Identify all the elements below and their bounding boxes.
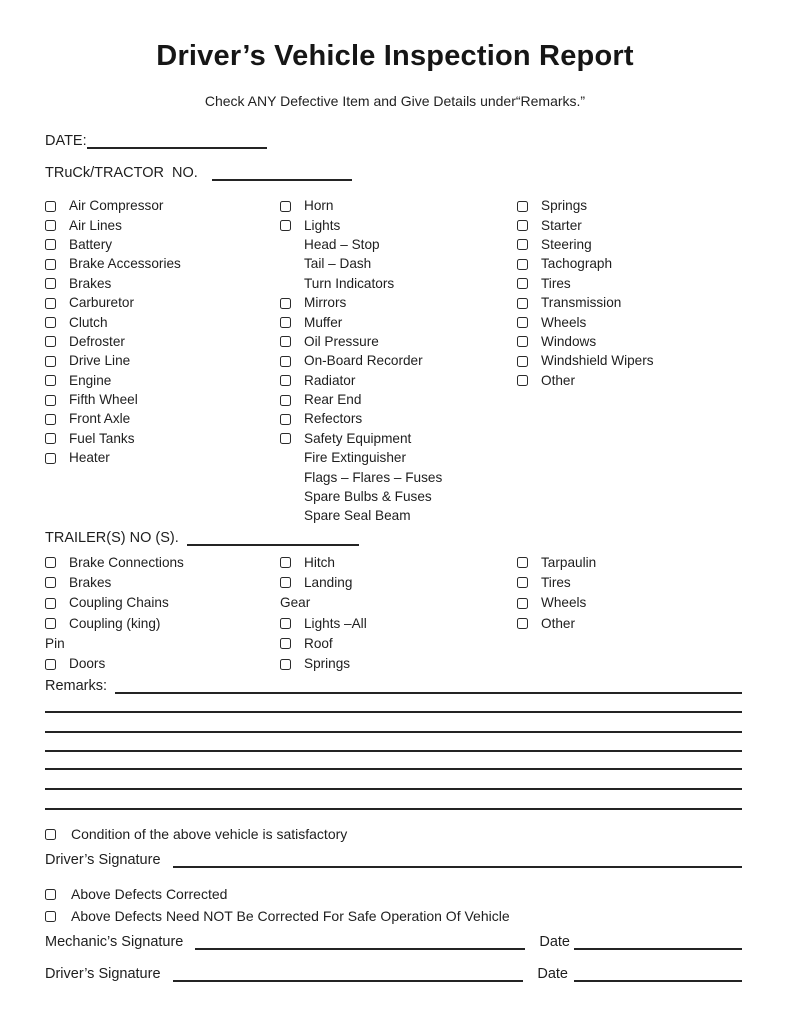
checklist-item [280, 409, 517, 428]
mechanic-signature-row [45, 934, 742, 950]
checklist-item [45, 312, 280, 331]
checklist-item-label: Windows [541, 333, 597, 349]
checklist-item-label: Air Compressor [69, 198, 164, 214]
checklist-item [280, 506, 517, 525]
checkbox[interactable] [517, 336, 528, 347]
checklist-item [280, 371, 517, 390]
checklist-item [45, 572, 280, 592]
trailer-no-input-line[interactable] [187, 530, 359, 546]
remarks-field-row [45, 678, 742, 694]
checklist-item [45, 613, 280, 633]
checklist-item-label: On-Board Recorder [304, 353, 423, 369]
checkbox[interactable] [45, 395, 56, 406]
mechanic-signature-input-line[interactable] [195, 935, 525, 950]
checklist-item [280, 613, 517, 633]
checkbox[interactable] [45, 577, 56, 588]
trailer-checklist-column-1 [45, 552, 280, 674]
truck-no-label: TRuCk/TRACTOR NO. [45, 165, 198, 181]
checkbox[interactable] [280, 220, 291, 231]
remarks-line[interactable] [45, 788, 742, 790]
checklist-item [517, 593, 745, 613]
remarks-line[interactable] [45, 768, 742, 770]
checklist-item-label: Refectors [304, 411, 363, 427]
checklist-item [280, 196, 517, 215]
checklist-item-label: Defroster [69, 333, 125, 349]
checklist-item [517, 613, 745, 633]
trailer-checklist [45, 552, 745, 674]
checklist-item [280, 312, 517, 331]
condition-satisfactory-label: Condition of the above vehicle is satisfactory [71, 826, 348, 842]
checklist-item [280, 572, 517, 592]
checkbox[interactable] [45, 298, 56, 309]
driver-date-label: Date [537, 966, 568, 982]
checklist-item-label: Starter [541, 217, 582, 233]
truck-no-input-line[interactable] [212, 165, 352, 181]
checklist-item-label: Spare Seal Beam [304, 508, 411, 524]
trailer-no-field-row [45, 530, 742, 546]
checklist-item [280, 390, 517, 409]
checklist-item-label: Transmission [541, 295, 622, 311]
checkbox[interactable] [517, 259, 528, 270]
checklist-item [45, 196, 280, 215]
date-label: DATE: [45, 133, 87, 149]
checklist-item-label: Springs [304, 656, 351, 672]
checklist-item-label: Wheels [541, 595, 587, 611]
truck-no-field-row [45, 165, 742, 181]
checklist-item-label: Heater [69, 450, 110, 466]
checkbox[interactable] [280, 317, 291, 328]
checkbox[interactable] [280, 298, 291, 309]
checklist-item-label: Clutch [69, 314, 108, 330]
checklist-item [45, 633, 280, 653]
remarks-label: Remarks: [45, 678, 108, 694]
checkbox[interactable] [45, 259, 56, 270]
checklist-item-label: Engine [69, 372, 112, 388]
checklist-item-label: Brakes [69, 574, 112, 590]
defects-not-corrected-row [45, 908, 510, 924]
remarks-input-line[interactable] [115, 678, 742, 694]
checkbox[interactable] [45, 317, 56, 328]
checklist-item-label: Horn [304, 198, 334, 214]
checklist-item [517, 312, 745, 331]
remarks-line[interactable] [45, 731, 742, 733]
mechanic-date-label: Date [539, 934, 570, 950]
checklist-item [45, 653, 280, 673]
checklist-item [45, 351, 280, 370]
checklist-item-label: Gear [280, 595, 311, 611]
checkbox[interactable] [280, 659, 291, 670]
checklist-item-label: Roof [304, 635, 333, 651]
checklist-item [280, 552, 517, 572]
checklist-item [45, 409, 280, 428]
checklist-item [280, 274, 517, 293]
mechanic-date-input-line[interactable] [574, 935, 742, 950]
checklist-item-label: Tail – Dash [304, 256, 372, 272]
checkbox[interactable] [45, 239, 56, 250]
defects-not-corrected-checkbox[interactable] [45, 911, 56, 922]
checkbox[interactable] [45, 356, 56, 367]
defects-corrected-row [45, 886, 227, 902]
checklist-item-label: Brakes [69, 275, 112, 291]
driver-signature-row-2 [45, 966, 742, 982]
checklist-item-label: Brake Connections [69, 554, 184, 570]
checklist-item [45, 293, 280, 312]
checklist-item [280, 332, 517, 351]
driver-date-input-line[interactable] [574, 967, 742, 982]
mechanic-signature-label: Mechanic’s Signature [45, 934, 184, 950]
checklist-item [45, 254, 280, 273]
date-input-line[interactable] [87, 133, 267, 149]
checkbox[interactable] [45, 433, 56, 444]
checklist-item [280, 293, 517, 312]
checklist-item [280, 487, 517, 506]
checklist-item [517, 196, 745, 215]
checkbox[interactable] [517, 239, 528, 250]
truck-checklist-column-2 [280, 196, 517, 526]
checklist-item-label: Lights –All [304, 615, 367, 631]
checklist-item-label: Tires [541, 574, 571, 590]
checklist-item-label: Mirrors [304, 295, 347, 311]
checkbox[interactable] [45, 336, 56, 347]
checklist-item [45, 274, 280, 293]
checkbox[interactable] [280, 375, 291, 386]
checkbox[interactable] [517, 557, 528, 568]
checkbox[interactable] [45, 375, 56, 386]
driver-signature-2-input-line[interactable] [173, 967, 524, 982]
remarks-line[interactable] [45, 750, 742, 752]
checklist-item [280, 351, 517, 370]
driver-signature-label: Driver’s Signature [45, 852, 161, 868]
checklist-item [45, 235, 280, 254]
checkbox[interactable] [280, 201, 291, 212]
checklist-item-label: Front Axle [69, 411, 131, 427]
checkbox[interactable] [45, 220, 56, 231]
checklist-item-label: Steering [541, 236, 592, 252]
checklist-item-label: Safety Equipment [304, 430, 412, 446]
checkbox[interactable] [45, 557, 56, 568]
checklist-item-label: Spare Bulbs & Fuses [304, 489, 432, 505]
trailer-checklist-column-3 [517, 552, 745, 674]
checklist-item [517, 274, 745, 293]
checkbox[interactable] [45, 414, 56, 425]
remarks-line[interactable] [45, 711, 742, 713]
checkbox[interactable] [280, 433, 291, 444]
checkbox[interactable] [517, 220, 528, 231]
checklist-item [280, 448, 517, 467]
checkbox[interactable] [517, 317, 528, 328]
truck-checklist-column-1 [45, 196, 280, 526]
checklist-item [280, 593, 517, 613]
checklist-item-label: Wheels [541, 314, 587, 330]
checkbox[interactable] [517, 598, 528, 609]
checklist-item [45, 448, 280, 467]
checklist-item [517, 215, 745, 234]
trailer-checklist-column-2 [280, 552, 517, 674]
checkbox[interactable] [280, 638, 291, 649]
defects-not-corrected-label: Above Defects Need NOT Be Corrected For Safe Operation Of Vehicle [71, 908, 510, 924]
checklist-item-label: Rear End [304, 392, 362, 408]
checklist-item [45, 215, 280, 234]
checklist-item [280, 429, 517, 448]
checklist-item-label: Oil Pressure [304, 333, 379, 349]
condition-satisfactory-row [45, 826, 347, 842]
checklist-item-label: Flags – Flares – Fuses [304, 469, 443, 485]
checklist-item-label: Carburetor [69, 295, 134, 311]
checkbox[interactable] [45, 598, 56, 609]
checklist-item [45, 390, 280, 409]
checklist-item-label: Drive Line [69, 353, 131, 369]
checklist-item-label: Coupling (king) [69, 615, 161, 631]
checklist-item-label: Other [541, 615, 575, 631]
checklist-item [280, 467, 517, 486]
date-field-row [45, 133, 742, 149]
checklist-item [45, 371, 280, 390]
checklist-item [280, 235, 517, 254]
checklist-item-label: Fuel Tanks [69, 430, 135, 446]
checklist-item-label: Landing [304, 574, 353, 590]
checkbox[interactable] [280, 395, 291, 406]
checklist-item [517, 332, 745, 351]
checklist-item-label: Fifth Wheel [69, 392, 138, 408]
checklist-item-label: Air Lines [69, 217, 122, 233]
form-subtitle: Check ANY Defective Item and Give Details under“Remarks.” [204, 93, 586, 109]
driver-signature-row-1 [45, 852, 742, 868]
checkbox[interactable] [517, 375, 528, 386]
checklist-item-label: Lights [304, 217, 341, 233]
checklist-item-label: Battery [69, 236, 113, 252]
checklist-item [517, 572, 745, 592]
checklist-item-label: Brake Accessories [69, 256, 181, 272]
checklist-item-label: Radiator [304, 372, 356, 388]
condition-satisfactory-checkbox[interactable] [45, 829, 56, 840]
checkbox[interactable] [517, 356, 528, 367]
checklist-item [45, 332, 280, 351]
checkbox[interactable] [517, 577, 528, 588]
form-title: Driver’s Vehicle Inspection Report [156, 40, 634, 72]
checkbox[interactable] [517, 298, 528, 309]
driver-signature-input-line[interactable] [173, 853, 742, 868]
checkbox[interactable] [45, 618, 56, 629]
checklist-item [280, 254, 517, 273]
checkbox[interactable] [45, 201, 56, 212]
checklist-item-label: Hitch [304, 554, 335, 570]
checklist-item-label: Tachograph [541, 256, 613, 272]
checklist-item-label: Other [541, 372, 575, 388]
checkbox[interactable] [280, 356, 291, 367]
checklist-item-label: Doors [69, 656, 106, 672]
checklist-item [517, 552, 745, 572]
checklist-item-label: Fire Extinguisher [304, 450, 406, 466]
checklist-item [45, 429, 280, 448]
checkbox[interactable] [280, 557, 291, 568]
checklist-item [280, 633, 517, 653]
checklist-item [517, 254, 745, 273]
checklist-item [517, 351, 745, 370]
checkbox[interactable] [517, 201, 528, 212]
defects-corrected-checkbox[interactable] [45, 889, 56, 900]
remarks-line[interactable] [45, 808, 742, 810]
checklist-item-label: Springs [541, 198, 588, 214]
checklist-item [517, 293, 745, 312]
checklist-item [517, 371, 745, 390]
checklist-item-label: Coupling Chains [69, 595, 169, 611]
checkbox[interactable] [517, 278, 528, 289]
checklist-item-label: Tires [541, 275, 571, 291]
checkbox[interactable] [45, 278, 56, 289]
checklist-item-label: Muffer [304, 314, 343, 330]
truck-checklist [45, 196, 745, 526]
checklist-item [280, 653, 517, 673]
checkbox[interactable] [280, 618, 291, 629]
checklist-item [45, 552, 280, 572]
checkbox[interactable] [280, 577, 291, 588]
checkbox[interactable] [280, 414, 291, 425]
checklist-item [517, 235, 745, 254]
trailer-no-label: TRAILER(S) NO (S). [45, 530, 179, 546]
checklist-item [280, 215, 517, 234]
checkbox[interactable] [45, 659, 56, 670]
checklist-item [45, 593, 280, 613]
checkbox[interactable] [45, 453, 56, 464]
driver-signature-2-label: Driver’s Signature [45, 966, 161, 982]
truck-checklist-column-3 [517, 196, 745, 526]
checklist-item-label: Tarpaulin [541, 554, 597, 570]
checklist-item-label: Pin [45, 635, 65, 651]
checkbox[interactable] [517, 618, 528, 629]
checklist-item-label: Windshield Wipers [541, 353, 654, 369]
checklist-item-label: Turn Indicators [304, 275, 395, 291]
checklist-item-label: Head – Stop [304, 236, 380, 252]
defects-corrected-label: Above Defects Corrected [71, 886, 228, 902]
checkbox[interactable] [280, 336, 291, 347]
